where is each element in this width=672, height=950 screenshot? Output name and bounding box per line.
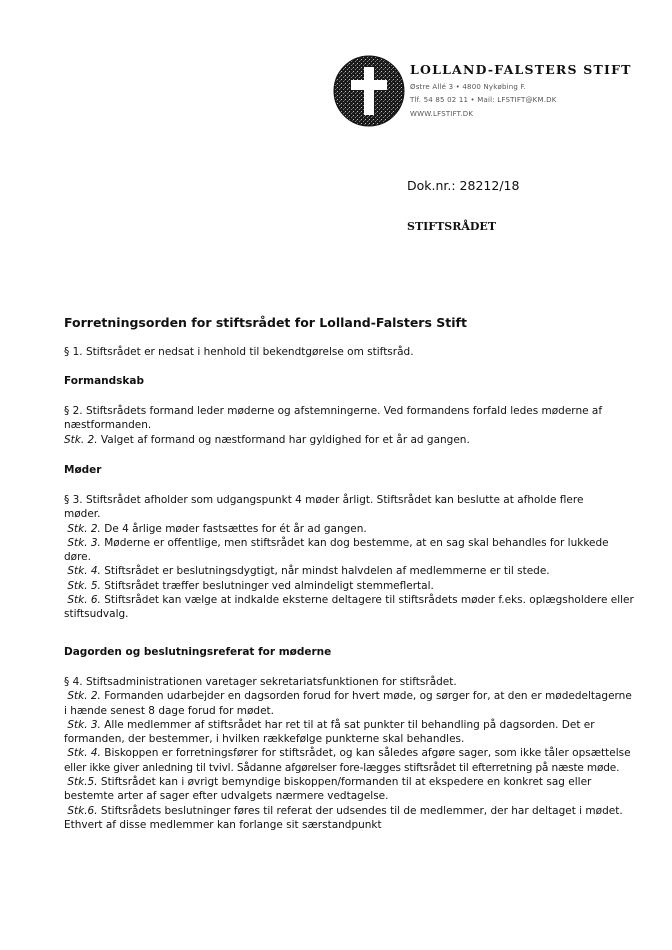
document-number: Dok.nr.: 28212/18 (407, 178, 520, 193)
stk-text: Biskoppen er forretningsfører for stiftsrådet, og kan således afgøre sager, som ikke tåler opsættelse (100, 747, 631, 760)
text-line: § 2. Stiftsrådets formand leder møderne og afstemningerne. Ved formandens forfald ledes møderne af (64, 405, 603, 417)
document-title: Forretningsorden for stiftsrådet for Lolland-Falsters Stift (64, 315, 467, 330)
org-address: Østre Allé 3 • 4800 Nykøbing F. (410, 83, 526, 91)
stk-label: Stk. 2. (67, 522, 101, 535)
paragraph-1 (64, 345, 624, 359)
stk-label: Stk. 2. (67, 690, 101, 703)
stk-text: Alle medlemmer af stiftsrådet har ret til at få sat punkter til behandling på dagsorden. Det er (100, 718, 595, 731)
text-line: § 1. Stiftsrådet er nedsat i henhold til bekendtgørelse om stiftsråd. (64, 346, 414, 358)
paragraph-3 (64, 493, 634, 622)
cross-seal-icon (333, 55, 405, 127)
heading-formandskab: Formandskab (64, 375, 144, 387)
paragraph-4 (64, 675, 632, 832)
stk-text: Valget af formand og næstformand har gyldighed for et år ad gangen. (97, 433, 470, 446)
text-line (64, 804, 624, 818)
stk-label: Stk. 3. (67, 718, 101, 731)
text-line: formanden, der bestemmer, i hvilken rækkefølge punkterne skal behandles. (64, 733, 465, 746)
stk-text: Stiftsrådet kan i øvrigt bemyndige biskoppen/formanden til at ekspedere en konkret sag eller (97, 776, 592, 789)
text-line: i hænde senest 8 dage forud for mødet. (64, 704, 274, 717)
text-line (64, 564, 624, 578)
stk-label: Stk.6. (67, 804, 98, 817)
text-line (64, 689, 632, 703)
stk-text: Stiftsrådet kan vælge at indkalde eksterne deltagere til stiftsrådets møder f.eks. oplægsholdere eller (100, 594, 634, 607)
org-name: LOLLAND-FALSTERS STIFT (410, 62, 632, 77)
paragraph-2 (64, 404, 624, 447)
stk-label: Stk. 4. (67, 747, 101, 760)
text-line: § 3. Stiftsrådet afholder som udgangspunkt 4 møder årligt. Stiftsrådet kan beslutte at afholde flere (64, 494, 584, 506)
text-line: § 4. Stiftsadministrationen varetager sekretariatsfunktionen for stiftsrådet. (64, 676, 457, 688)
stk-text: De 4 årlige møder fastsættes for ét år ad gangen. (100, 522, 367, 535)
text-line (64, 593, 634, 607)
stk-text: Stiftsrådets beslutninger føres til referat der udsendes til de medlemmer, der har deltaget i mødet. (97, 804, 623, 817)
heading-moder: Møder (64, 464, 102, 476)
heading-dagorden: Dagorden og beslutningsreferat for møderne (64, 646, 332, 658)
stk-text: Stiftsrådet er beslutningsdygtigt, når mindst halvdelen af medlemmerne er til stede. (100, 565, 550, 578)
text-line (64, 433, 624, 447)
text-line: Ethvert af disse medlemmer kan forlange sit særstandpunkt (64, 818, 382, 831)
text-line: døre. (64, 551, 91, 564)
text-line (64, 579, 624, 593)
stk-label: Stk. 6. (67, 594, 101, 607)
text-line (64, 718, 624, 732)
stk-label: Stk. 3. (67, 536, 101, 549)
org-website: WWW.LFSTIFT.DK (410, 110, 474, 118)
text-line: eller ikke giver anledning til tvivl. Sådanne afgørelser fore-lægges stiftsrådet til efterretning på næste møde. (64, 761, 620, 774)
text-line: næstformanden. (64, 419, 152, 432)
stk-label: Stk. 5. (67, 579, 101, 592)
text-line (64, 746, 631, 760)
stk-label: Stk.5. (67, 776, 98, 789)
stk-text: Formanden udarbejder en dagsorden forud for hvert møde, og sørger for, at den er mødedeltagerne (100, 690, 632, 703)
stk-label: Stk. 4. (67, 565, 101, 578)
stk-text: Stiftsrådet træffer beslutninger ved almindeligt stemmeflertal. (100, 579, 434, 592)
text-line (64, 522, 624, 536)
text-line: møder. (64, 508, 101, 521)
text-line (64, 775, 624, 789)
org-contact: Tlf. 54 85 02 11 • Mail: LFSTIFT@KM.DK (410, 96, 557, 104)
text-line: stiftsudvalg. (64, 608, 129, 621)
stk-text: Møderne er offentlige, men stiftsrådet kan dog bestemme, at en sag skal behandles for lukkede (100, 536, 609, 549)
stk-label: Stk. 2. (64, 433, 98, 446)
text-line: bestemte arter af sager efter udvalgets nærmere vedtagelse. (64, 790, 389, 803)
council-name: STIFTSRÅDET (407, 220, 496, 233)
text-line (64, 536, 624, 550)
